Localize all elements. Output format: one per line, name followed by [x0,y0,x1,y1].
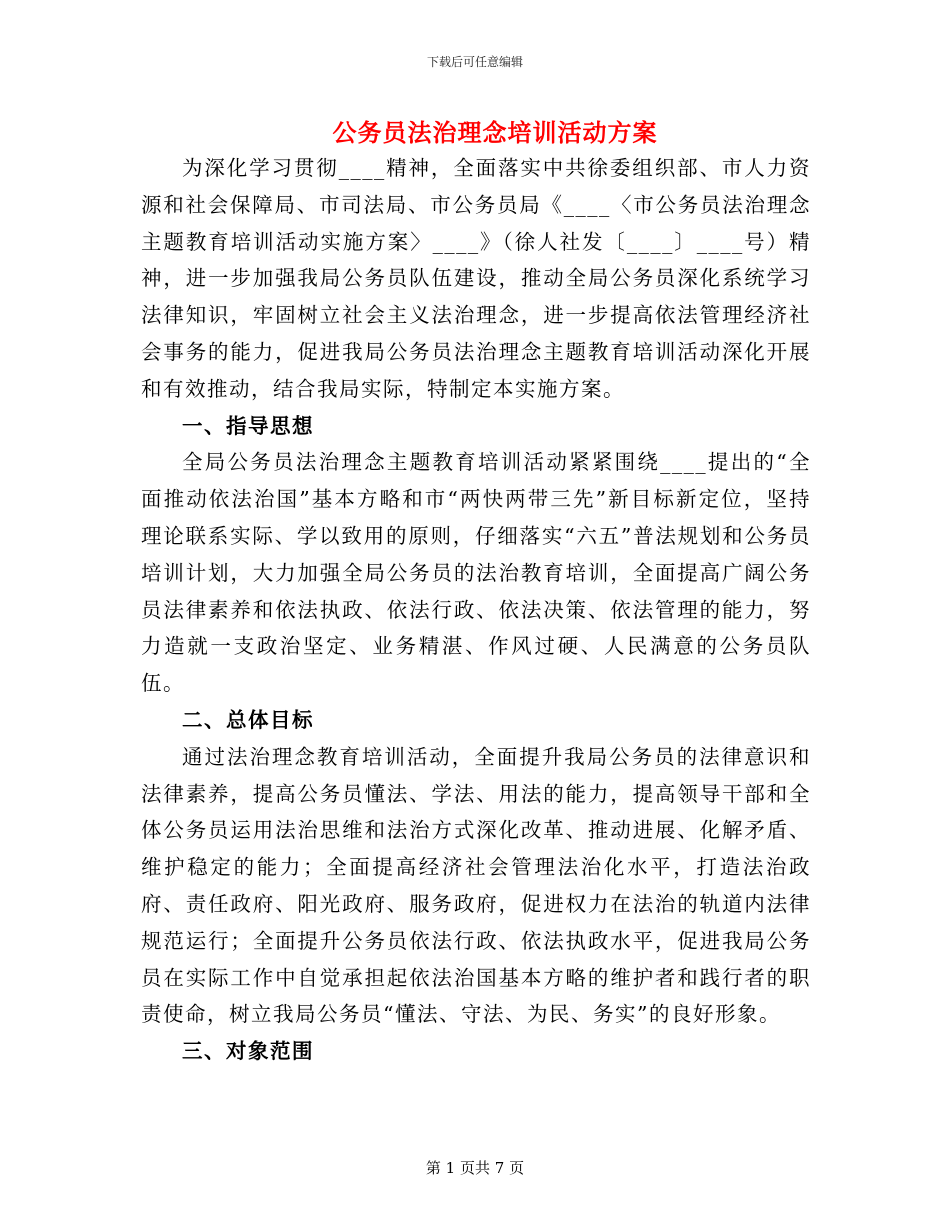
document-title: 公务员法治理念培训活动方案 [332,118,658,147]
section-heading-guiding-thought: 一、指导思想 [182,413,314,438]
intro-paragraph: 为深化学习贯彻____精神，全面落实中共徐委组织部、市人力资源和社会保障局、市司法局、市公务员局《____〈市公务员法治理念主题教育培训活动实施方案〉____》（徐人社发〔____〕____号）精神，进一步加强我局公务员队伍建设，推动全局公务员深化系统学习法律知识，牢固树立社会主义法治理念，进一步提高依法管理经济社会事务的能力，促进我局公务员法治理念主题教育培训活动深化开展和有效推动，结合我局实际，特制定本实施方案。 [141,156,811,401]
page-number-footer: 第 1 页共 7 页 [425,1159,525,1177]
document-body [141,150,811,1070]
section-heading-scope: 三、对象范围 [182,1039,314,1064]
header-note: 下载后可任意编辑 [426,55,523,69]
section-heading-overall-goal: 二、总体目标 [182,707,314,732]
section-body-overall-goal: 通过法治理念教育培训活动，全面提升我局公务员的法律意识和法律素养，提高公务员懂法、学法、用法的能力，提高领导干部和全体公务员运用法治思维和法治方式深化改革、推动进展、化解矛盾、维护稳定的能力；全面提高经济社会管理法治化水平，打造法治政府、责任政府、阳光政府、服务政府，促进权力在法治的轨道内法律规范运行；全面提升公务员依法行政、依法执政水平，促进我局公务员在实际工作中自觉承担起依法治国基本方略的维护者和践行者的职责使命，树立我局公务员“懂法、守法、为民、务实”的良好形象。 [141,744,811,1027]
section-body-guiding-thought: 全局公务员法治理念主题教育培训活动紧紧围绕____提出的“全面推动依法治国”基本方略和市“两快两带三先”新目标新定位，坚持理论联系实际、学以致用的原则，仔细落实“六五”普法规划和公务员培训计划，大力加强全局公务员的法治教育培训，全面提高广阔公务员法律素养和依法执政、依法行政、依法决策、依法管理的能力，努力造就一支政治坚定、业务精湛、作风过硬、人民满意的公务员队伍。 [141,450,811,696]
